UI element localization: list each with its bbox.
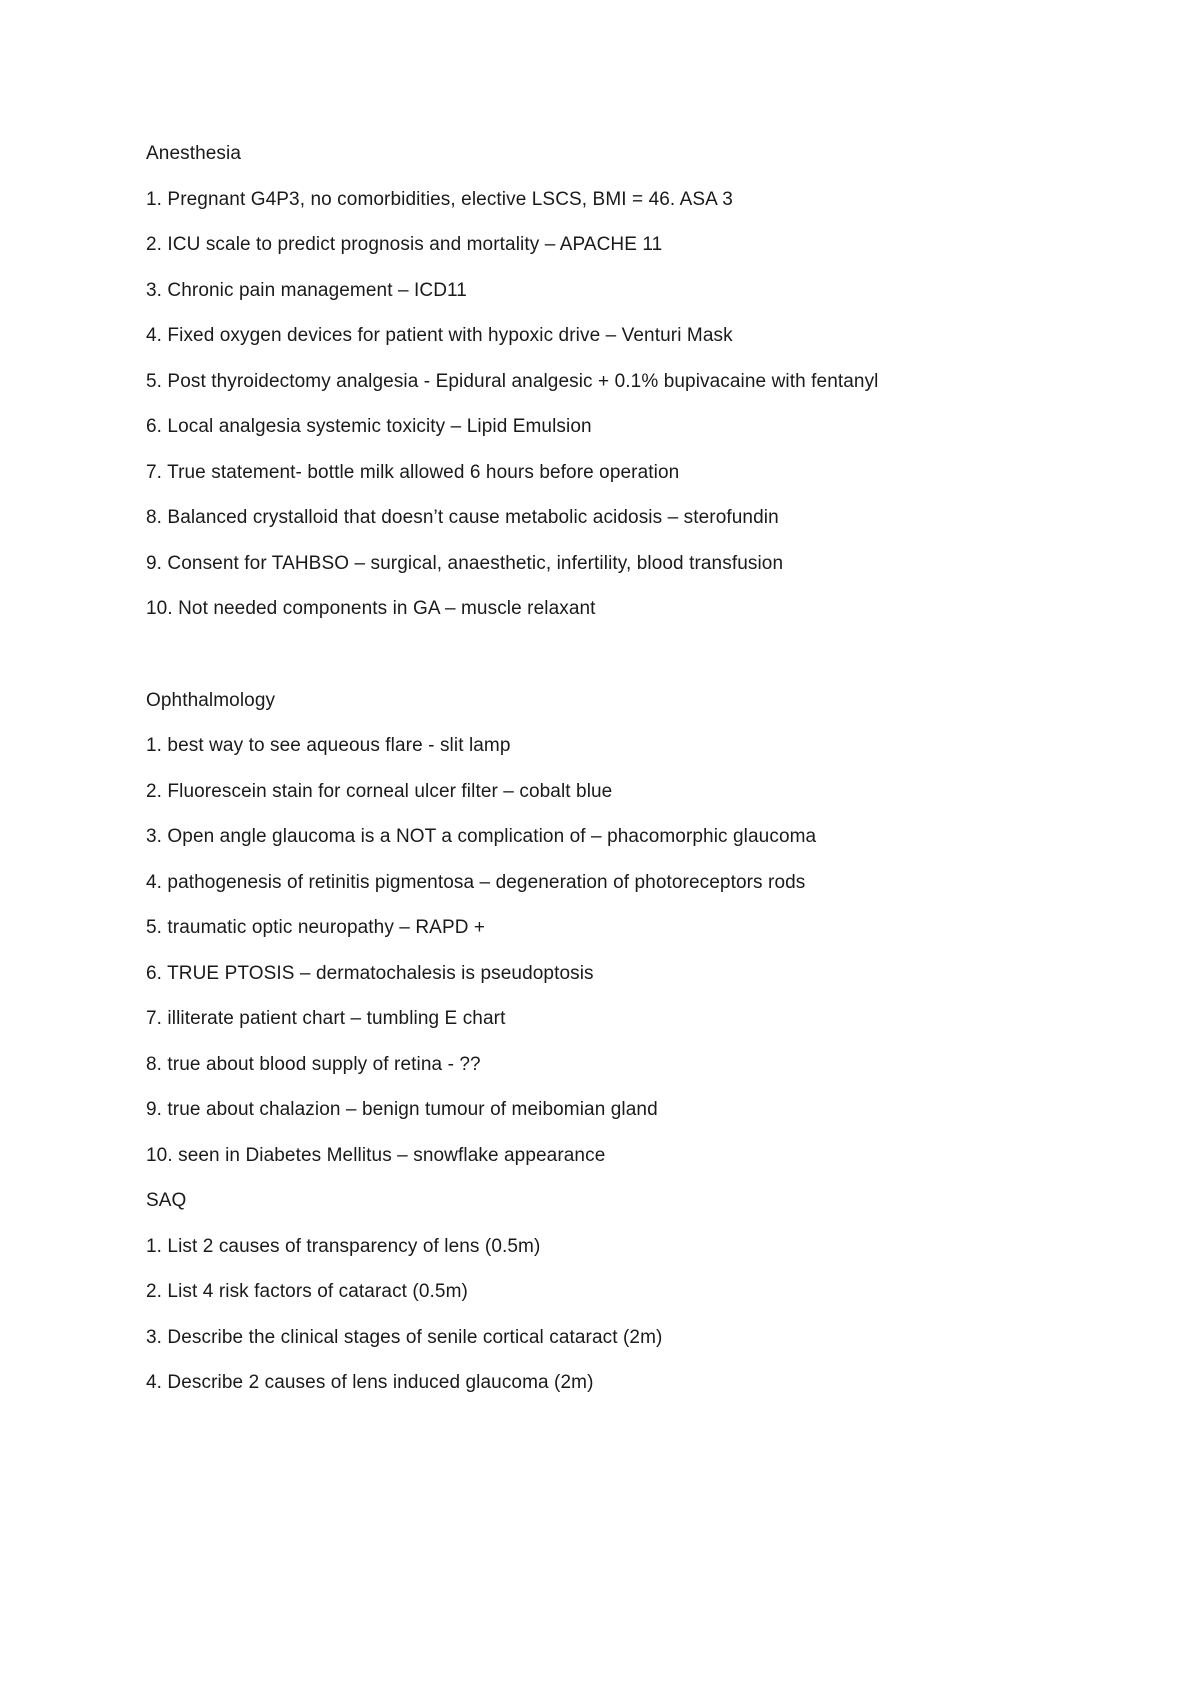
section-saq xyxy=(146,1189,1106,1395)
list-item: 8. Balanced crystalloid that doesn’t cause metabolic acidosis – sterofundin xyxy=(146,507,779,528)
list-item: 2. ICU scale to predict prognosis and mortality – APACHE 11 xyxy=(146,234,663,255)
list-item: 3. Chronic pain management – ICD11 xyxy=(146,279,467,301)
list-item: 8. true about blood supply of retina - ?? xyxy=(146,1053,481,1075)
list-item: 9. Consent for TAHBSO – surgical, anaesthetic, infertility, blood transfusion xyxy=(146,552,784,574)
list-item: 4. pathogenesis of retinitis pigmentosa – degeneration of photoreceptors rods xyxy=(146,871,806,893)
list-item: 3. Open angle glaucoma is a NOT a complication of – phacomorphic glaucoma xyxy=(146,826,817,847)
question-list xyxy=(146,1235,1106,1396)
list-item: 1. best way to see aqueous flare - slit lamp xyxy=(146,735,511,756)
list-item: 5. traumatic optic neuropathy – RAPD + xyxy=(146,917,486,938)
list-item: 5. Post thyroidectomy analgesia - Epidural analgesic + 0.1% bupivacaine with fentanyl xyxy=(146,370,879,392)
list-item: 3. Describe the clinical stages of senile cortical cataract (2m) xyxy=(146,1326,663,1348)
list-item: 6. TRUE PTOSIS – dermatochalesis is pseudoptosis xyxy=(146,962,594,984)
question-list xyxy=(146,734,1106,1168)
list-item: 10. Not needed components in GA – muscle relaxant xyxy=(146,598,596,619)
section-heading: Anesthesia xyxy=(146,143,242,164)
section-spacer xyxy=(146,643,1106,689)
list-item: 9. true about chalazion – benign tumour of meibomian gland xyxy=(146,1099,658,1120)
section-heading: Ophthalmology xyxy=(146,689,276,711)
list-item: 10. seen in Diabetes Mellitus – snowflake appearance xyxy=(146,1144,606,1166)
question-list xyxy=(146,188,1106,622)
section-ophthalmology xyxy=(146,689,1106,1168)
list-item: 2. List 4 risk factors of cataract (0.5m) xyxy=(146,1281,468,1302)
list-item: 2. Fluorescein stain for corneal ulcer filter – cobalt blue xyxy=(146,780,613,802)
section-heading: SAQ xyxy=(146,1190,187,1211)
list-item: 4. Fixed oxygen devices for patient with hypoxic drive – Venturi Mask xyxy=(146,325,733,346)
list-item: 1. List 2 causes of transparency of lens (0.5m) xyxy=(146,1235,541,1257)
list-item: 7. illiterate patient chart – tumbling E chart xyxy=(146,1008,506,1029)
list-item: 7. True statement- bottle milk allowed 6 hours before operation xyxy=(146,461,680,483)
list-item: 1. Pregnant G4P3, no comorbidities, elective LSCS, BMI = 46. ASA 3 xyxy=(146,188,733,210)
section-anesthesia xyxy=(146,142,1106,621)
document-page xyxy=(146,142,1106,1417)
list-item: 6. Local analgesia systemic toxicity – Lipid Emulsion xyxy=(146,416,592,437)
list-item: 4. Describe 2 causes of lens induced glaucoma (2m) xyxy=(146,1372,594,1393)
